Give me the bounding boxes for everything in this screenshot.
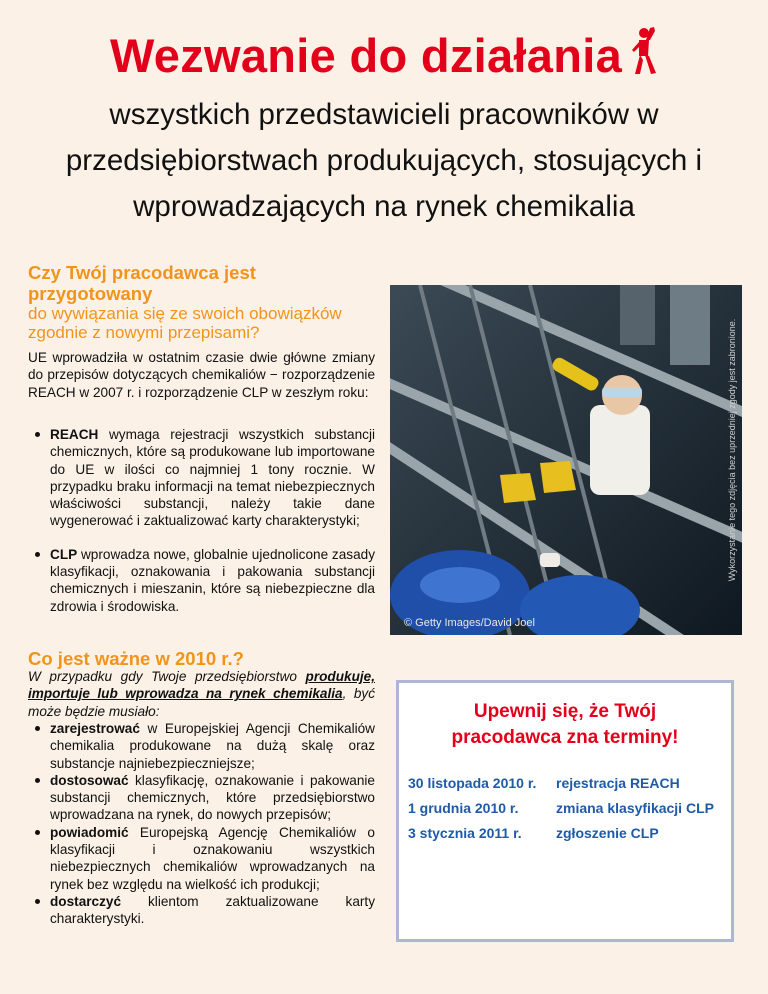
deadlines-table — [408, 775, 714, 850]
bullet-text: klasyfikację, oznakowanie i pakowanie substancji chemicznych, które przedsiębiorstwo wprowadzana na rynek, do nowych przepisów; — [50, 772, 375, 823]
section2-heading: Co jest ważne w 2010 r.? — [28, 648, 244, 669]
subtitle-line: wprowadzających na rynek chemikalia — [133, 190, 635, 223]
section2-intro — [28, 668, 375, 720]
intro-text: , być może będzie musiało: — [28, 686, 375, 719]
bullet-term: dostarczyć — [50, 893, 122, 909]
bullet-term: CLP — [50, 546, 78, 562]
section1-intro: UE wprowadziła w ostatnim czasie dwie główne zmiany do przepisów dotyczących chemikaliów − rozporządzenie REACH w 2007 r. i rozporządzenie CLP w zeszłym roku: — [28, 350, 375, 400]
page-title — [0, 26, 768, 83]
section2-list — [28, 720, 375, 928]
section1-heading — [28, 262, 368, 304]
deadline-date: 1 grudnia 2010 r. — [408, 800, 519, 816]
deadline-event: zgłoszenie CLP — [556, 825, 659, 841]
intro-text: W przypadku gdy Twoje przedsiębiorstwo — [28, 669, 306, 684]
table-row — [408, 825, 714, 850]
deadlines-heading-line: Upewnij się, że Twój — [473, 701, 657, 722]
bullet-term: REACH — [50, 427, 99, 442]
bullet-text: Europejską Agencję Chemikaliów o klasyfikacji i oznakowaniu wszystkich niebezpiecznych chemikaliów wprowadzanych na rynek bez względu na wielkość ich produkcji; — [50, 824, 375, 892]
raised-fist-figure-icon — [624, 26, 658, 76]
title-text: Wezwanie do działania — [109, 29, 623, 82]
deadlines-heading-line: pracodawca zna terminy! — [451, 727, 679, 748]
section1-subheading-line: zgodnie z nowymi przepisami? — [28, 323, 260, 342]
bullet-term: dostosować — [50, 772, 129, 788]
bullet-text: wymaga rejestracji wszystkich substancji chemicznych, które są produkowane lub importowane do UE w ilości co najmniej 1 tony rocznie. W przypadku braku informacji na temat niebezpiecznych właściwości substancji, należy takie dane wygenerować i zaktualizować karty charakterystyki; — [50, 427, 375, 529]
section1-heading-line: Czy Twój pracodawca jest — [28, 262, 256, 283]
section1-list — [28, 426, 375, 615]
deadline-date: 30 listopada 2010 r. — [408, 775, 537, 791]
subtitle — [20, 92, 748, 230]
photo-credit: © Getty Images/David Joel — [404, 617, 535, 629]
section1-heading-line: przygotowany — [28, 283, 153, 304]
list-item — [50, 893, 375, 928]
intro-underlined: produkuje, importuje lub wprowadza na rynek chemikalia — [28, 669, 375, 702]
list-item — [50, 772, 375, 824]
photo-illustration — [390, 285, 742, 635]
subtitle-line: wszystkich przedstawicieli pracowników w — [109, 98, 659, 131]
deadlines-heading — [399, 699, 731, 751]
list-item — [50, 824, 375, 893]
list-item — [50, 546, 375, 615]
bullet-text: wprowadza nowe, globalnie ujednolicone zasady klasyfikacji, oznakowania i pakowania substancji chemicznych i mieszanin, które są niebezpieczne dla zdrowia i środowiska. — [50, 546, 375, 614]
deadline-date: 3 stycznia 2011 r. — [408, 825, 522, 841]
deadline-event: zmiana klasyfikacji CLP — [556, 800, 714, 816]
bullet-term: zarejestrować — [50, 721, 140, 736]
list-item — [50, 720, 375, 772]
table-row — [408, 800, 714, 825]
section1-subheading-line: do wywiązania się ze swoich obowiązków — [28, 304, 342, 323]
photo-vertical-notice: Wykorzystanie tego zdjęcia bez uprzedniej zgody jest zabronione. — [727, 318, 737, 582]
subtitle-line: przedsiębiorstwach produkujących, stosujących i — [65, 144, 703, 177]
deadline-event: rejestracja REACH — [556, 775, 680, 791]
section1-subheading — [28, 304, 378, 342]
deadlines-box — [396, 680, 734, 942]
list-item — [50, 426, 375, 530]
bullet-text: w Europejskiej Agencji Chemikaliów chemikalia produkowane na dużą skalę oraz substancje najniebezpieczniejsze; — [50, 721, 375, 771]
table-row — [408, 775, 714, 800]
industrial-photo — [390, 285, 742, 635]
bullet-term: powiadomić — [50, 824, 129, 840]
bullet-text: klientom zaktualizowane karty charakterystyki. — [50, 893, 375, 927]
